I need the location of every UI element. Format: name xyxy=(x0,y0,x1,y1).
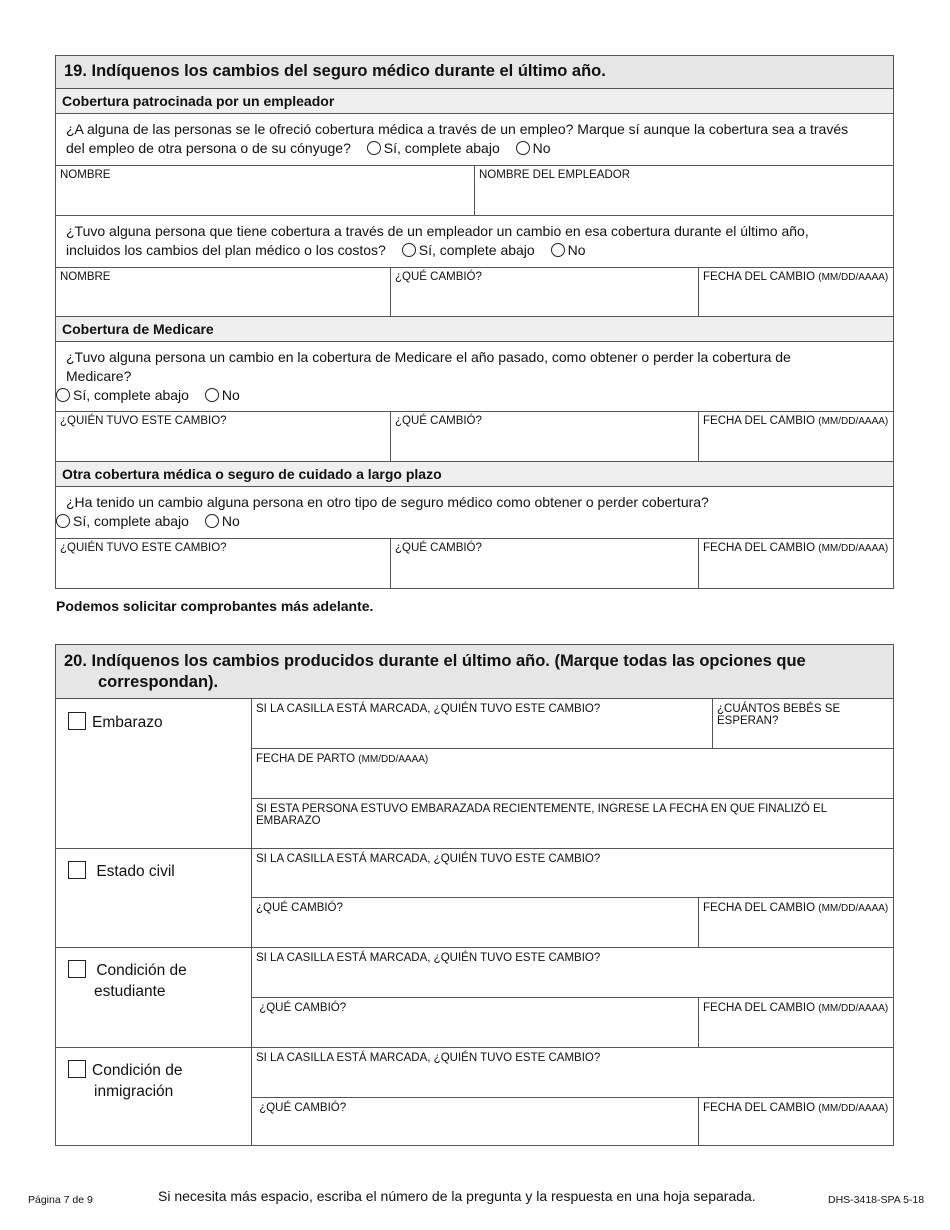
employer-offer-question: ¿A alguna de las personas se le ofreció cobertura médica a través de un empleo? Marque sí aunque la cobertura sea a través del empleo de otra persona o de su cónyuge? Sí, complete abajo No xyxy=(56,114,893,166)
pregnancy-block xyxy=(56,699,893,849)
proof-note: Podemos solicitar comprobantes más adelante. xyxy=(56,598,374,614)
change-date-field[interactable]: FECHA DEL CAMBIO (MM/DD/AAAA) xyxy=(703,542,889,554)
marital-status-checkbox[interactable] xyxy=(68,861,86,879)
student-what-field[interactable]: ¿QUÉ CAMBIÓ? xyxy=(252,998,699,1047)
immigration-date-field[interactable]: FECHA DEL CAMBIO (MM/DD/AAAA) xyxy=(703,1102,889,1114)
immigration-status-block xyxy=(56,1048,893,1145)
immigration-status-checkbox[interactable] xyxy=(68,1060,86,1078)
marital-date-field[interactable]: FECHA DEL CAMBIO (MM/DD/AAAA) xyxy=(703,902,889,914)
student-date-field[interactable]: FECHA DEL CAMBIO (MM/DD/AAAA) xyxy=(703,1002,889,1014)
employer-name-field[interactable]: NOMBRE DEL EMPLEADOR xyxy=(479,169,631,181)
medicare-question: ¿Tuvo alguna persona un cambio en la cobertura de Medicare el año pasado, como obtener o perder la cobertura de Medicare? Sí, complete abajo No xyxy=(56,342,893,412)
question-19-title: 19. Indíquenos los cambios del seguro médico durante el último año. xyxy=(56,56,893,89)
other-coverage-no[interactable]: No xyxy=(205,513,240,529)
employer-change-question: ¿Tuvo alguna persona que tiene cobertura a través de un empleador un cambio en esa cobertura durante el último año, incluidos los cambios del plan médico o los costos? Sí, complete abajo No xyxy=(56,216,893,268)
student-status-checkbox[interactable] xyxy=(68,960,86,978)
marital-what-field[interactable]: ¿QUÉ CAMBIÓ? xyxy=(252,898,699,947)
medicare-heading: Cobertura de Medicare xyxy=(56,317,893,342)
immigration-who-field[interactable]: SI LA CASILLA ESTÁ MARCADA, ¿QUIÉN TUVO ESTE CAMBIO? xyxy=(252,1048,893,1098)
marital-checkbox-cell: Estado civil xyxy=(56,849,252,947)
medicare-fields xyxy=(56,412,893,462)
radio-icon[interactable] xyxy=(402,243,416,257)
form-id: DHS-3418-SPA 5-18 xyxy=(828,1194,925,1206)
who-field[interactable]: ¿QUIÉN TUVO ESTE CAMBIO? xyxy=(56,412,391,461)
medicare-yes[interactable]: Sí, complete abajo xyxy=(56,387,189,403)
radio-icon[interactable] xyxy=(516,141,530,155)
student-who-field[interactable]: SI LA CASILLA ESTÁ MARCADA, ¿QUIÉN TUVO ESTE CAMBIO? xyxy=(252,948,893,998)
radio-icon[interactable] xyxy=(56,514,70,528)
other-coverage-question: ¿Ha tenido un cambio alguna persona en otro tipo de seguro médico como obtener o perder cobertura? Sí, complete abajo No xyxy=(56,487,893,539)
who-field[interactable]: ¿QUIÉN TUVO ESTE CAMBIO? xyxy=(56,539,391,588)
name-field[interactable]: NOMBRE xyxy=(56,166,475,215)
radio-icon[interactable] xyxy=(205,388,219,402)
question-19-section xyxy=(55,55,894,589)
employer-offer-fields xyxy=(56,166,893,216)
what-changed-field[interactable]: ¿QUÉ CAMBIÓ? xyxy=(391,412,699,461)
immigration-checkbox-cell: Condición de inmigración xyxy=(56,1048,252,1145)
what-changed-field[interactable]: ¿QUÉ CAMBIÓ? xyxy=(391,539,699,588)
pregnancy-checkbox[interactable] xyxy=(68,712,86,730)
other-coverage-fields xyxy=(56,539,893,588)
question-20-section xyxy=(55,644,894,1146)
marital-status-block xyxy=(56,849,893,948)
due-date-field[interactable]: FECHA DE PARTO (MM/DD/AAAA) xyxy=(252,749,893,799)
pregnancy-checkbox-cell: Embarazo xyxy=(56,699,252,848)
student-checkbox-cell: Condición de estudiante xyxy=(56,948,252,1047)
marital-who-field[interactable]: SI LA CASILLA ESTÁ MARCADA, ¿QUIÉN TUVO ESTE CAMBIO? xyxy=(252,849,893,898)
radio-icon[interactable] xyxy=(205,514,219,528)
radio-icon[interactable] xyxy=(367,141,381,155)
babies-expected-field[interactable]: ¿CUÁNTOS BEBÉS SE ESPERAN? xyxy=(713,699,893,749)
page-number: Página 7 de 9 xyxy=(28,1194,93,1206)
other-coverage-yes[interactable]: Sí, complete abajo xyxy=(56,513,189,529)
name-field[interactable]: NOMBRE xyxy=(56,268,391,316)
employer-change-fields xyxy=(56,268,893,317)
pregnancy-end-date-field[interactable]: SI ESTA PERSONA ESTUVO EMBARAZADA RECIENTEMENTE, INGRESE LA FECHA EN QUE FINALIZÓ EL EMBARAZO xyxy=(256,803,827,827)
change-date-field[interactable]: FECHA DEL CAMBIO (MM/DD/AAAA) xyxy=(703,415,889,427)
employer-offer-yes[interactable]: Sí, complete abajo xyxy=(367,140,500,156)
radio-icon[interactable] xyxy=(551,243,565,257)
change-date-field[interactable]: FECHA DEL CAMBIO (MM/DD/AAAA) xyxy=(703,271,889,283)
immigration-what-field[interactable]: ¿QUÉ CAMBIÓ? xyxy=(252,1098,699,1145)
footer-instruction: Si necesita más espacio, escriba el número de la pregunta y la respuesta en una hoja separada. xyxy=(158,1188,756,1204)
student-status-block xyxy=(56,948,893,1048)
employer-change-yes[interactable]: Sí, complete abajo xyxy=(402,242,535,258)
employer-offer-no[interactable]: No xyxy=(516,140,551,156)
medicare-no[interactable]: No xyxy=(205,387,240,403)
question-20-title: 20. Indíquenos los cambios producidos durante el último año. (Marque todas las opciones que correspondan). xyxy=(56,645,893,699)
radio-icon[interactable] xyxy=(56,388,70,402)
employer-heading: Cobertura patrocinada por un empleador xyxy=(56,89,893,114)
pregnancy-who-field[interactable]: SI LA CASILLA ESTÁ MARCADA, ¿QUIÉN TUVO ESTE CAMBIO? xyxy=(252,699,713,749)
employer-change-no[interactable]: No xyxy=(551,242,586,258)
other-coverage-heading: Otra cobertura médica o seguro de cuidado a largo plazo xyxy=(56,462,893,487)
what-changed-field[interactable]: ¿QUÉ CAMBIÓ? xyxy=(391,268,699,316)
